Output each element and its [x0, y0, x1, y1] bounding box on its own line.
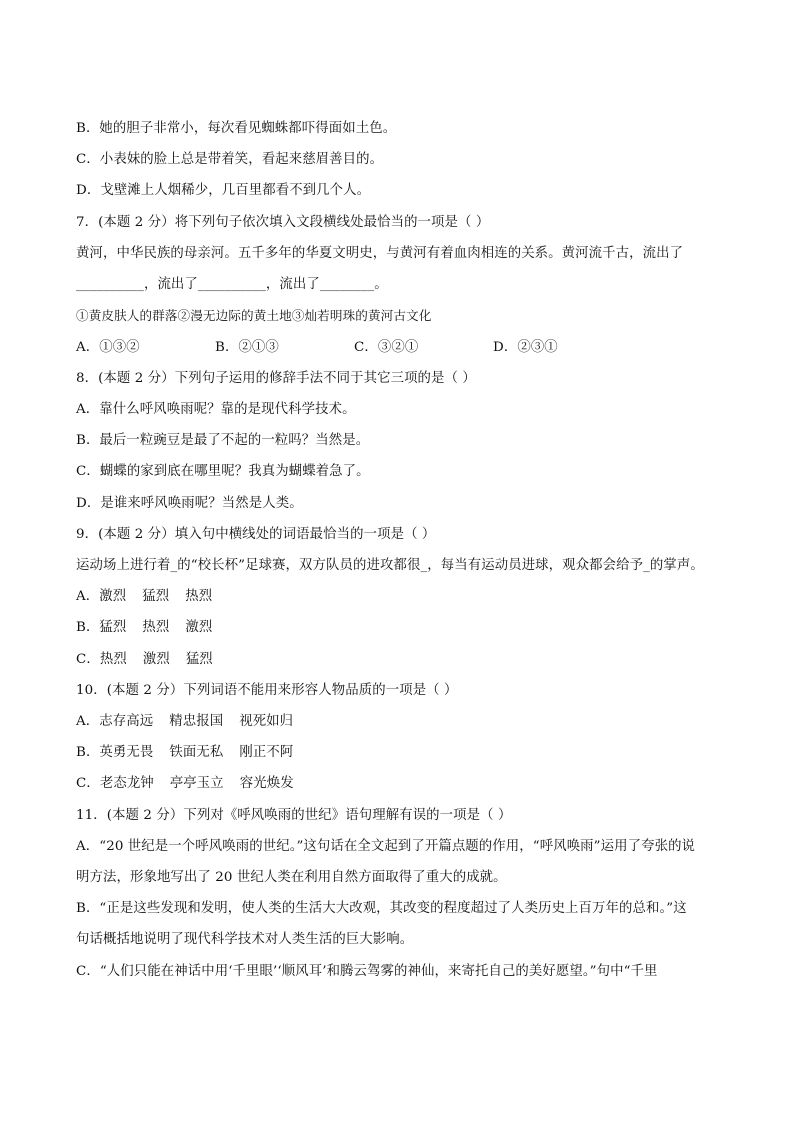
q9-option-b: B．猛烈 热烈 激烈	[76, 620, 213, 635]
q8-stem: 8．(本题 2 分）下列句子运用的修辞手法不同于其它三项的是（ ）	[76, 371, 476, 386]
q7-option-b: B．②①③	[215, 340, 279, 355]
q11-option-a-line-1: A．“20 世纪是一个呼风唤雨的世纪。”这句话在全文起到了开篇点题的作用，“呼风唤雨”运用了夸张的说	[76, 839, 696, 854]
q6-option-d: D．戈壁滩上人烟稀少，几百里都看不到几个人。	[76, 183, 371, 198]
q9-option-a: A．激烈 猛烈 热烈	[76, 589, 213, 604]
q7-stem: 7．(本题 2 分）将下列句子依次填入文段横线处最恰当的一项是（ ）	[76, 215, 490, 230]
q11-option-b-line-1: B．“正是这些发现和发明，使人类的生活大大改观，其改变的程度超过了人类历史上百万年的总和。”这	[76, 901, 687, 916]
q10-option-a: A．志存高远 精忠报国 视死如归	[76, 714, 294, 729]
q11-option-c-line-1: C．“人们只能在神话中用‘千里眼’‘顺风耳’和腾云驾雾的神仙，来寄托自己的美好愿望。”句中“千里	[76, 964, 658, 979]
q10-option-c: C．老态龙钟 亭亭玉立 容光焕发	[76, 776, 294, 791]
q6-option-b: B．她的胆子非常小，每次看见蜘蛛都吓得面如土色。	[76, 121, 397, 136]
q9-option-c: C．热烈 激烈 猛烈	[76, 652, 213, 667]
q9-stem: 9．(本题 2 分）填入句中横线处的词语最恰当的一项是（ ）	[76, 527, 436, 542]
q8-option-d: D．是谁来呼风唤雨呢？当然是人类。	[76, 496, 303, 511]
q6-option-c: C．小表妹的脸上总是带着笑，看起来慈眉善目的。	[76, 152, 384, 167]
q7-option-a: A．①③②	[76, 340, 140, 355]
q11-option-b-line-2: 句话概括地说明了现代科学技术对人类生活的巨大影响。	[76, 932, 414, 947]
q10-stem: 10．(本题 2 分）下列词语不能用来形容人物品质的一项是（ ）	[76, 683, 458, 698]
q8-option-c: C．蝴蝶的家到底在哪里呢？我真为蝴蝶着急了。	[76, 464, 370, 479]
q11-stem: 11．(本题 2 分）下列对《呼风唤雨的世纪》语句理解有误的一项是（ ）	[76, 808, 512, 823]
q8-option-a: A．靠什么呼风唤雨呢？靠的是现代科学技术。	[76, 402, 356, 417]
q11-option-a-line-2: 明方法，形象地写出了 20 世纪人类在利用自然方面取得了重大的成就。	[76, 870, 507, 885]
q7-option-d: D．②③①	[493, 340, 558, 355]
q10-option-b: B．英勇无畏 铁面无私 刚正不阿	[76, 745, 294, 760]
q7-passage-line-1: 黄河，中华民族的母亲河。五千多年的华夏文明史，与黄河有着血肉相连的关系。黄河流千古，流出了	[76, 246, 684, 261]
q9-sentence: 运动场上进行着_的“校长杯”足球赛，双方队员的进攻都很_，每当有运动员进球，观众都会给予_的掌声。	[76, 558, 704, 573]
q7-options	[76, 338, 726, 358]
q7-passage-line-2: __________，流出了__________，流出了________。	[76, 277, 388, 292]
q8-option-b: B．最后一粒豌豆是最了不起的一粒吗？当然是。	[76, 433, 370, 448]
q7-items: ①黄皮肤人的群落②漫无边际的黄土地③灿若明珠的黄河古文化	[76, 308, 432, 323]
q7-option-c: C．③②①	[354, 340, 419, 355]
